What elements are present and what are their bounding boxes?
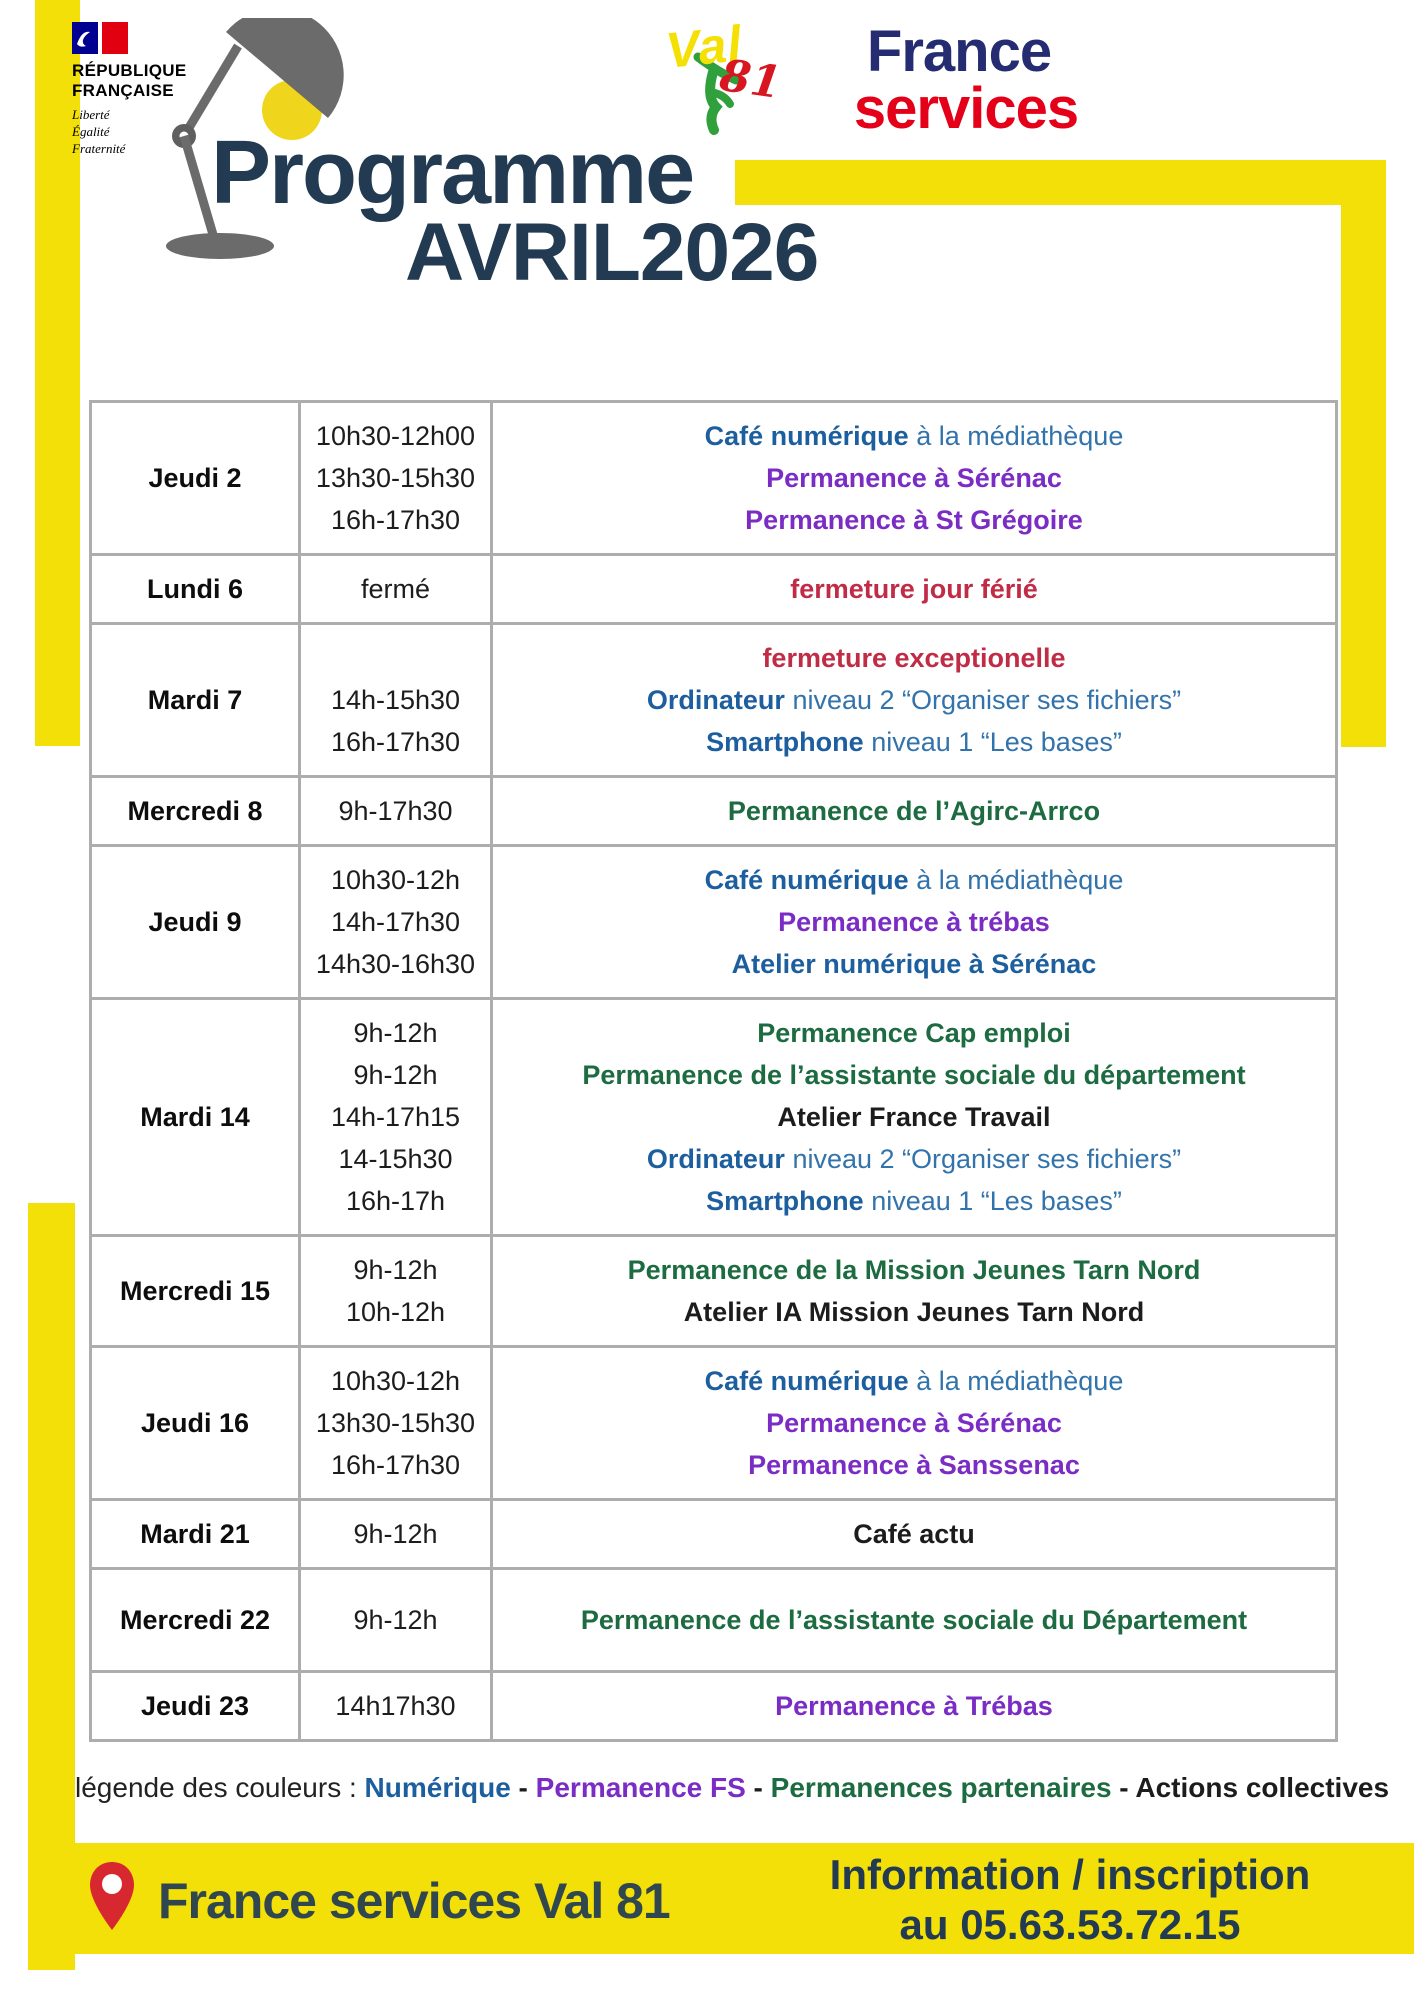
activity-text: Permanence de la Mission Jeunes Tarn Nord: [627, 1255, 1201, 1285]
day-cell: Mercredi 8: [92, 778, 301, 844]
rf-motto-line1: Liberté: [72, 107, 110, 123]
activity-line: [647, 1138, 1181, 1180]
activity-text: Smartphone: [706, 1186, 864, 1216]
activity-line: [705, 415, 1124, 457]
val81-logo-text: Val: [663, 15, 745, 79]
activity-text: Permanence à trébas: [778, 907, 1050, 937]
activity-text: à la médiathèque: [908, 865, 1124, 895]
time-line: 9h-12h: [353, 1018, 438, 1048]
val81-logo: [658, 12, 788, 137]
activity-line: [853, 1513, 975, 1555]
footer-location-name: France services Val 81: [158, 1873, 670, 1929]
time-line: 14h-17h30: [330, 907, 461, 937]
activity-line: [748, 1444, 1080, 1486]
activity-line: [745, 499, 1083, 541]
schedule-table: [89, 400, 1338, 1742]
day-cell: Jeudi 2: [92, 403, 301, 553]
table-row: [92, 1498, 1335, 1567]
activity-line: [777, 1096, 1050, 1138]
activity-text: Atelier numérique à Sérénac: [731, 949, 1097, 979]
day-cell: Mardi 21: [92, 1501, 301, 1567]
time-line: 16h-17h30: [330, 505, 461, 535]
day-cell: Mardi 7: [92, 625, 301, 775]
legend-prefix: légende des couleurs :: [75, 1772, 365, 1803]
activity-line: [766, 457, 1062, 499]
activity-line: [628, 1249, 1201, 1291]
activity-line: [706, 721, 1122, 763]
table-row: [92, 775, 1335, 844]
activity-text: fermeture jour férié: [790, 574, 1038, 604]
legend-item: Actions collectives: [1135, 1772, 1390, 1803]
legend-item: Permanence FS: [535, 1772, 746, 1803]
activity-text: niveau 1 “Les bases”: [863, 727, 1122, 757]
times-cell: [301, 625, 493, 775]
times-cell: [301, 847, 493, 997]
activity-text: Permanence à Sérénac: [766, 463, 1062, 493]
table-row: [92, 1670, 1335, 1739]
val81-logo-number: 81: [716, 49, 785, 110]
legend-separator: -: [745, 1772, 771, 1803]
activity-text: Permanence à Sérénac: [766, 1408, 1062, 1438]
activity-text: Permanence à Trébas: [775, 1691, 1053, 1721]
time-line: 14h17h30: [335, 1691, 456, 1721]
rf-motto-line3: Fraternité: [72, 140, 126, 156]
activity-line: [790, 568, 1038, 610]
time-line: 10h-12h: [345, 1297, 446, 1327]
rf-name-line2: FRANÇAISE: [72, 80, 174, 100]
activity-text: niveau 2 “Organiser ses fichiers”: [784, 1144, 1182, 1174]
activities-cell: [493, 1000, 1335, 1234]
activity-line: [732, 943, 1097, 985]
times-cell: [301, 1570, 493, 1670]
activity-text: Café numérique: [704, 1366, 909, 1396]
activity-text: à la médiathèque: [908, 421, 1124, 451]
legend-separator: -: [510, 1772, 536, 1803]
legend-item: Numérique: [364, 1772, 511, 1803]
activity-line: [684, 1291, 1145, 1333]
time-line: 9h-12h: [353, 1519, 438, 1549]
times-cell: [301, 1501, 493, 1567]
activities-cell: [493, 1237, 1335, 1345]
table-row: [92, 1234, 1335, 1345]
time-line: 9h-12h: [353, 1060, 438, 1090]
activity-text: Café numérique: [704, 865, 909, 895]
location-pin-icon: [86, 1860, 138, 1934]
activity-line: [647, 679, 1181, 721]
time-line: 10h30-12h: [330, 865, 461, 895]
color-legend: [75, 1772, 1390, 1804]
footer-info-line1: Information / inscription: [829, 1851, 1311, 1898]
times-cell: [301, 1000, 493, 1234]
times-cell: [301, 403, 493, 553]
activity-text: Ordinateur: [646, 685, 785, 715]
activity-line: [581, 1599, 1247, 1641]
table-row: [92, 553, 1335, 622]
times-cell: [301, 778, 493, 844]
activity-line: [705, 859, 1124, 901]
times-cell: [301, 1348, 493, 1498]
activity-text: Café numérique: [704, 421, 909, 451]
day-cell: Jeudi 23: [92, 1673, 301, 1739]
activity-text: niveau 2 “Organiser ses fichiers”: [784, 685, 1182, 715]
activity-line: [705, 1360, 1124, 1402]
page-title-line1: Programme: [211, 123, 694, 223]
activity-text: Atelier IA Mission Jeunes Tarn Nord: [683, 1297, 1145, 1327]
france-services-logo: [828, 19, 1090, 141]
activities-cell: [493, 778, 1335, 844]
activity-text: niveau 1 “Les bases”: [863, 1186, 1122, 1216]
day-cell: Lundi 6: [92, 556, 301, 622]
activity-line: [778, 901, 1050, 943]
activity-line: [728, 790, 1100, 832]
times-cell: [301, 1673, 493, 1739]
time-line: 16h-17h30: [330, 727, 461, 757]
france-services-logo-line2: services: [853, 75, 1079, 141]
times-cell: [301, 1237, 493, 1345]
activity-text: fermeture exceptionelle: [762, 643, 1066, 673]
activity-text: Café actu: [853, 1519, 975, 1549]
rf-name-line1: RÉPUBLIQUE: [72, 61, 187, 80]
day-cell: Mercredi 22: [92, 1570, 301, 1670]
table-row: [92, 844, 1335, 997]
day-cell: Jeudi 9: [92, 847, 301, 997]
activity-text: Permanence à St Grégoire: [745, 505, 1083, 535]
table-row: [92, 1345, 1335, 1498]
time-line: 16h-17h30: [330, 1450, 461, 1480]
activities-cell: [493, 1673, 1335, 1739]
activities-cell: [493, 847, 1335, 997]
activity-line: [757, 1012, 1071, 1054]
table-row: [92, 997, 1335, 1234]
activity-text: Permanence Cap emploi: [757, 1018, 1071, 1048]
activities-cell: [493, 625, 1335, 775]
time-line: 10h30-12h: [330, 1366, 461, 1396]
activity-line: [582, 1054, 1245, 1096]
activities-cell: [493, 1348, 1335, 1498]
activity-line: [775, 1685, 1053, 1727]
activity-text: Permanence de l’assistante sociale du Département: [580, 1605, 1248, 1635]
time-line: 9h-12h: [353, 1605, 438, 1635]
time-line: 16h-17h: [345, 1186, 446, 1216]
legend-item: Permanences partenaires: [770, 1772, 1112, 1803]
activity-text: Permanence de l’assistante sociale du département: [582, 1060, 1246, 1090]
day-cell: Mardi 14: [92, 1000, 301, 1234]
activity-text: Permanence à Sanssenac: [748, 1450, 1080, 1480]
page-title-line2: AVRIL2026: [405, 207, 819, 298]
activity-text: à la médiathèque: [908, 1366, 1124, 1396]
france-services-logo-line1: France: [866, 19, 1052, 84]
title-accent-bar-vertical: [1341, 160, 1386, 747]
title-accent-bar-horizontal: [735, 160, 1386, 205]
time-line: 13h30-15h30: [315, 1408, 476, 1438]
time-line: 10h30-12h00: [315, 421, 476, 451]
activity-line: [706, 1180, 1122, 1222]
legend-separator: -: [1111, 1772, 1136, 1803]
activity-text: Atelier France Travail: [777, 1102, 1051, 1132]
time-line: 14h-17h15: [330, 1102, 461, 1132]
activity-text: Smartphone: [706, 727, 864, 757]
activity-line: [766, 1402, 1062, 1444]
time-line: 14-15h30: [338, 1144, 453, 1174]
footer-contact-info: [790, 1850, 1350, 1950]
day-cell: Jeudi 16: [92, 1348, 301, 1498]
french-flag-icon: [72, 22, 128, 54]
activities-cell: [493, 556, 1335, 622]
time-line: 9h-17h30: [338, 796, 453, 826]
time-line: 14h30-16h30: [315, 949, 476, 979]
activities-cell: [493, 1570, 1335, 1670]
time-line: [392, 637, 400, 679]
time-line: 9h-12h: [353, 1255, 438, 1285]
rf-motto-line2: Égalité: [72, 123, 110, 139]
time-line: fermé: [360, 574, 431, 604]
times-cell: [301, 556, 493, 622]
table-row: [92, 622, 1335, 775]
activity-text: Permanence de l’Agirc-Arrco: [727, 796, 1101, 826]
table-row: [92, 1567, 1335, 1670]
footer-info-line2: au 05.63.53.72.15: [899, 1901, 1241, 1948]
activity-text: Ordinateur: [646, 1144, 785, 1174]
activities-cell: [493, 403, 1335, 553]
day-cell: Mercredi 15: [92, 1237, 301, 1345]
time-line: 14h-15h30: [330, 685, 461, 715]
activities-cell: [493, 1501, 1335, 1567]
activity-line: [762, 637, 1065, 679]
time-line: 13h30-15h30: [315, 463, 476, 493]
table-row: [92, 403, 1335, 553]
